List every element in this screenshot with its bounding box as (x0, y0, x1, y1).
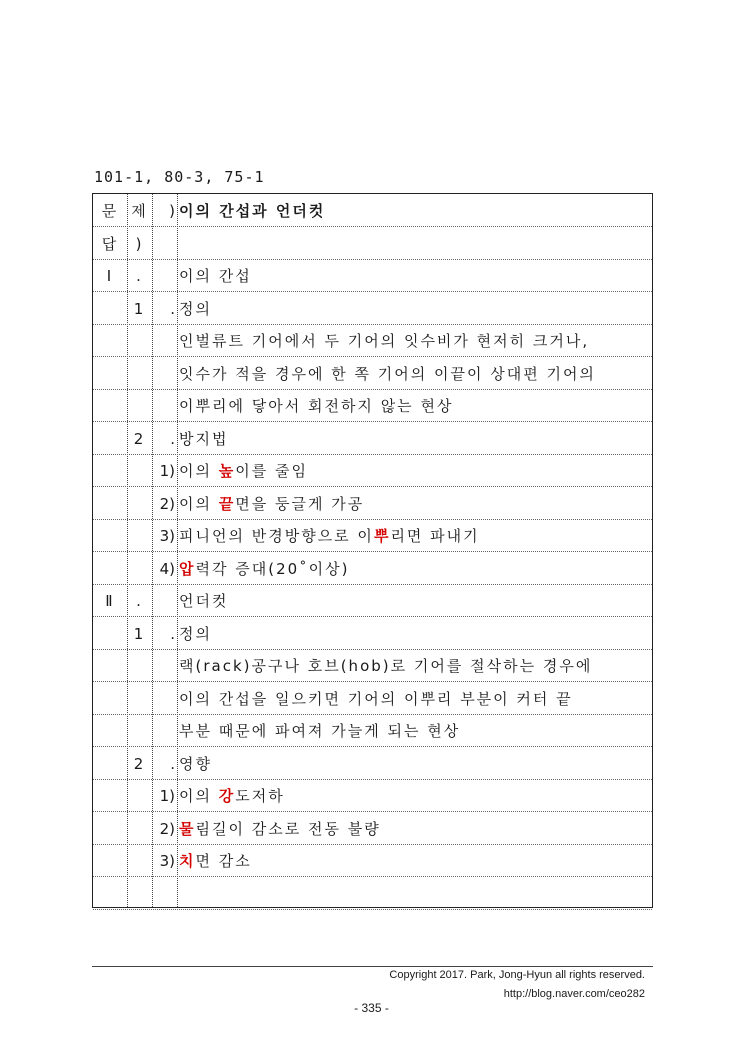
row-text: 부분 때문에 파여져 가늘게 되는 현상 (179, 722, 461, 740)
sheet-row (93, 324, 652, 357)
marker-c3: 4) (159, 559, 175, 578)
highlight-syllable: 치 (179, 852, 196, 870)
row-text: 랙(rack)공구나 호브(hob)로 기어를 절삭하는 경우에 (179, 657, 593, 675)
sheet-row (93, 227, 652, 260)
sheet-row (93, 422, 652, 455)
marker-c1 (93, 292, 127, 324)
row-text (179, 844, 252, 876)
sheet-row (93, 812, 652, 845)
row-text (179, 812, 381, 844)
row-text: 영향 (179, 754, 212, 773)
highlight-syllable: 뿌 (373, 527, 391, 545)
marker-c1 (93, 552, 127, 584)
marker-c3 (152, 389, 177, 421)
sheet-row (93, 454, 652, 487)
marker-c2 (127, 552, 152, 584)
marker-c3 (152, 649, 177, 681)
highlight-syllable: 강 (218, 787, 236, 805)
marker-c3: . (170, 299, 175, 318)
sheet-row (93, 259, 652, 292)
row-text: 인벌류트 기어에서 두 기어의 잇수비가 현저히 크거나, (179, 332, 590, 350)
row-text (179, 454, 308, 486)
marker-c2: 제 (131, 202, 148, 220)
marker-c3: 2) (159, 494, 175, 513)
sheet-row (93, 389, 652, 422)
marker-c1 (93, 422, 127, 454)
marker-c1 (93, 747, 127, 779)
text-after: 리면 파내기 (390, 527, 480, 545)
sheet-row (93, 714, 652, 747)
marker-c2 (127, 649, 152, 681)
marker-c2 (127, 779, 152, 811)
sheet-row (93, 194, 652, 227)
row-text: 이의 간섭 (179, 267, 252, 285)
marker-c1 (93, 519, 127, 551)
marker-c3: 3) (159, 852, 175, 870)
text-before: 이의 (179, 787, 219, 805)
highlight-syllable: 압 (179, 559, 196, 578)
marker-c3: 1) (159, 787, 175, 805)
sheet-row (93, 617, 652, 650)
marker-c3: . (170, 754, 175, 773)
footer-copyright (389, 966, 645, 1004)
marker-c2 (127, 682, 152, 714)
sheet-row (93, 292, 652, 325)
row-text (179, 779, 285, 811)
sheet-row (93, 747, 652, 780)
marker-c1 (93, 487, 127, 519)
marker-c2: 2 (133, 429, 146, 448)
marker-c3 (152, 584, 177, 616)
page-number: - 335 - (354, 1001, 389, 1015)
marker-c1 (93, 357, 127, 389)
marker-c2 (127, 877, 152, 909)
row-text: 잇수가 적을 경우에 한 쪽 기어의 이끝이 상대편 기어의 (179, 364, 596, 383)
sheet-row (93, 877, 652, 910)
marker-c1 (93, 454, 127, 486)
text-after: 이를 줄임 (235, 462, 308, 480)
marker-c3 (152, 682, 177, 714)
marker-c1: Ⅱ (105, 592, 115, 610)
marker-c1: 답 (101, 234, 119, 253)
marker-c1 (93, 812, 127, 844)
reference-numbers: 101-1, 80-3, 75-1 (94, 168, 265, 186)
marker-c2: ) (135, 234, 144, 253)
marker-c2 (127, 487, 152, 519)
marker-c1 (93, 844, 127, 876)
copyright-text: Copyright 2017. Park, Jong-Hyun all rights reserved. (389, 969, 645, 981)
marker-c2: 1 (133, 624, 146, 643)
highlight-syllable: 물 (179, 819, 196, 838)
row-text: 정의 (179, 624, 212, 643)
marker-c2 (127, 324, 152, 356)
marker-c1 (93, 389, 127, 421)
row-text: 이뿌리에 닿아서 회전하지 않는 현상 (179, 397, 454, 415)
marker-c2 (127, 454, 152, 486)
marker-c3 (152, 357, 177, 389)
marker-c2: 2 (133, 754, 146, 773)
highlight-syllable: 끝 (218, 494, 236, 513)
text-after: 면 감소 (195, 852, 252, 870)
marker-c3: . (170, 429, 175, 448)
sheet-row (93, 844, 652, 877)
highlight-syllable: 높 (218, 462, 236, 480)
marker-c2: . (136, 267, 143, 285)
sheet-row (93, 779, 652, 812)
sheet-row (93, 584, 652, 617)
sheet-row (93, 487, 652, 520)
marker-c3: 2) (159, 819, 175, 838)
marker-c1 (93, 714, 127, 746)
marker-c1 (93, 877, 127, 909)
marker-c1 (93, 682, 127, 714)
sheet-row (93, 649, 652, 682)
marker-c3: . (170, 624, 175, 643)
text-after: 력각 증대(20˚이상) (195, 559, 350, 578)
row-text (179, 552, 350, 584)
marker-c1 (93, 324, 127, 356)
marker-c2: . (136, 592, 143, 610)
text-after: 면을 둥글게 가공 (235, 494, 365, 513)
marker-c1: Ⅰ (106, 267, 114, 285)
marker-c2 (127, 389, 152, 421)
row-text: 언더컷 (179, 592, 229, 610)
marker-c3: 3) (159, 527, 175, 545)
marker-c3 (152, 227, 177, 259)
marker-c1 (93, 617, 127, 649)
marker-c2 (127, 812, 152, 844)
sheet-row (93, 682, 652, 715)
marker-c2 (127, 714, 152, 746)
marker-c2: 1 (133, 299, 146, 318)
sheet-row (93, 519, 652, 552)
marker-c3: 1) (159, 462, 175, 480)
row-text (179, 519, 480, 551)
row-text: 이의 간섭과 언더컷 (179, 202, 326, 220)
row-text: 이의 간섭을 일으키면 기어의 이뿌리 부분이 커터 끝 (179, 689, 573, 708)
marker-c1 (93, 779, 127, 811)
marker-c1 (93, 649, 127, 681)
row-text (179, 487, 364, 519)
text-before: 피니언의 반경방향으로 이 (179, 527, 374, 545)
text-before: 이의 (179, 494, 219, 513)
marker-c2 (127, 844, 152, 876)
marker-c3 (152, 324, 177, 356)
marker-c3 (152, 714, 177, 746)
row-text: 방지법 (179, 429, 229, 448)
text-after: 림길이 감소로 전동 불량 (195, 819, 381, 838)
answer-sheet (92, 193, 653, 908)
marker-c1: 문 (101, 202, 119, 220)
text-after: 도저하 (235, 787, 285, 805)
blog-url-link[interactable]: http://blog.naver.com/ceo282 (503, 988, 645, 1000)
sheet-row (93, 552, 652, 585)
marker-c3 (152, 259, 177, 291)
marker-c3: ) (169, 202, 175, 220)
row-text: 정의 (179, 299, 212, 318)
text-before: 이의 (179, 462, 219, 480)
sheet-row (93, 357, 652, 390)
marker-c2 (127, 357, 152, 389)
marker-c3 (152, 877, 177, 909)
marker-c2 (127, 519, 152, 551)
